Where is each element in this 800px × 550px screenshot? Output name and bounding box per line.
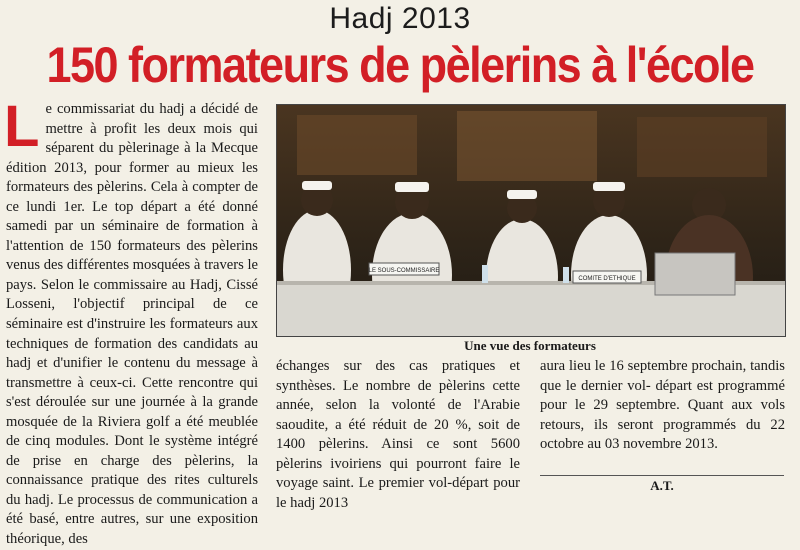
column-2-text: échanges sur des cas pratiques et synthèses. Le nombre de pèlerins cette année, selon la volonté de l'Arabie saoudite, a été réduit de 20 %, soit de 1400 pèlerins. Ainsi ce sont 5600 pèlerins ivoiriens qui pourront faire le voyage saint. Le premier vol-départ pour le hadj 2013 [276, 358, 520, 511]
headline: 150 formateurs de pèlerins à l'école [46, 36, 754, 94]
article-column-3 [540, 357, 785, 455]
article-column-1 [4, 94, 258, 550]
article-column-2 [276, 357, 520, 513]
drop-cap: L [4, 94, 40, 159]
column-3-text: aura lieu le 16 septembre prochain, tandis que le dernier vol- départ est programmé pour le 29 septembre. Quant aux vols retours, ils seront programmés du 22 octobre au 03 novembre 2013. [540, 358, 785, 453]
nameplate-left: LE SOUS-COMMISSAIRE [368, 268, 440, 274]
article-photo [276, 104, 786, 337]
kicker-title: Hadj 2013 [329, 2, 471, 35]
photo-caption: Une vue des formateurs [464, 338, 596, 353]
nameplate-right: COMITE D'ETHIQUE [578, 276, 636, 282]
author-signature: A.T. [650, 478, 674, 493]
column-1-text: e commissariat du hadj a décidé de mettre à profit les deux mois qui séparent du pèlerinage à la Mecque édition 2013, pour former au mieux les formateurs des pèlerins. Cela à compter de ce lundi 1er. Le top départ a été donné samedi par un séminaire de formation à l'attention de 150 formateurs des pèlerins venus des différentes mosquées à travers le pays. Selon le commissaire au Hadj, Cissé Losseni, l'objectif principal de ce séminaire est d'instruire les formateurs aux techniques de formation des candidats au hadj et d'unifier le contenu du message à transmettre à ceux-ci. Cette rencontre qui s'est déroulée sur une journée à la grande mosquée de la Riviera golf a été meublée de cinq modules. Dont le système intégré de prise en charge des pèlerins, la connaissance pratique des rites culturels du hadj. Le processus de communication a été basé, entre autres, sur une exposition théorique, des [6, 101, 258, 548]
signature-divider [540, 475, 784, 476]
photo-illustration [277, 105, 785, 336]
